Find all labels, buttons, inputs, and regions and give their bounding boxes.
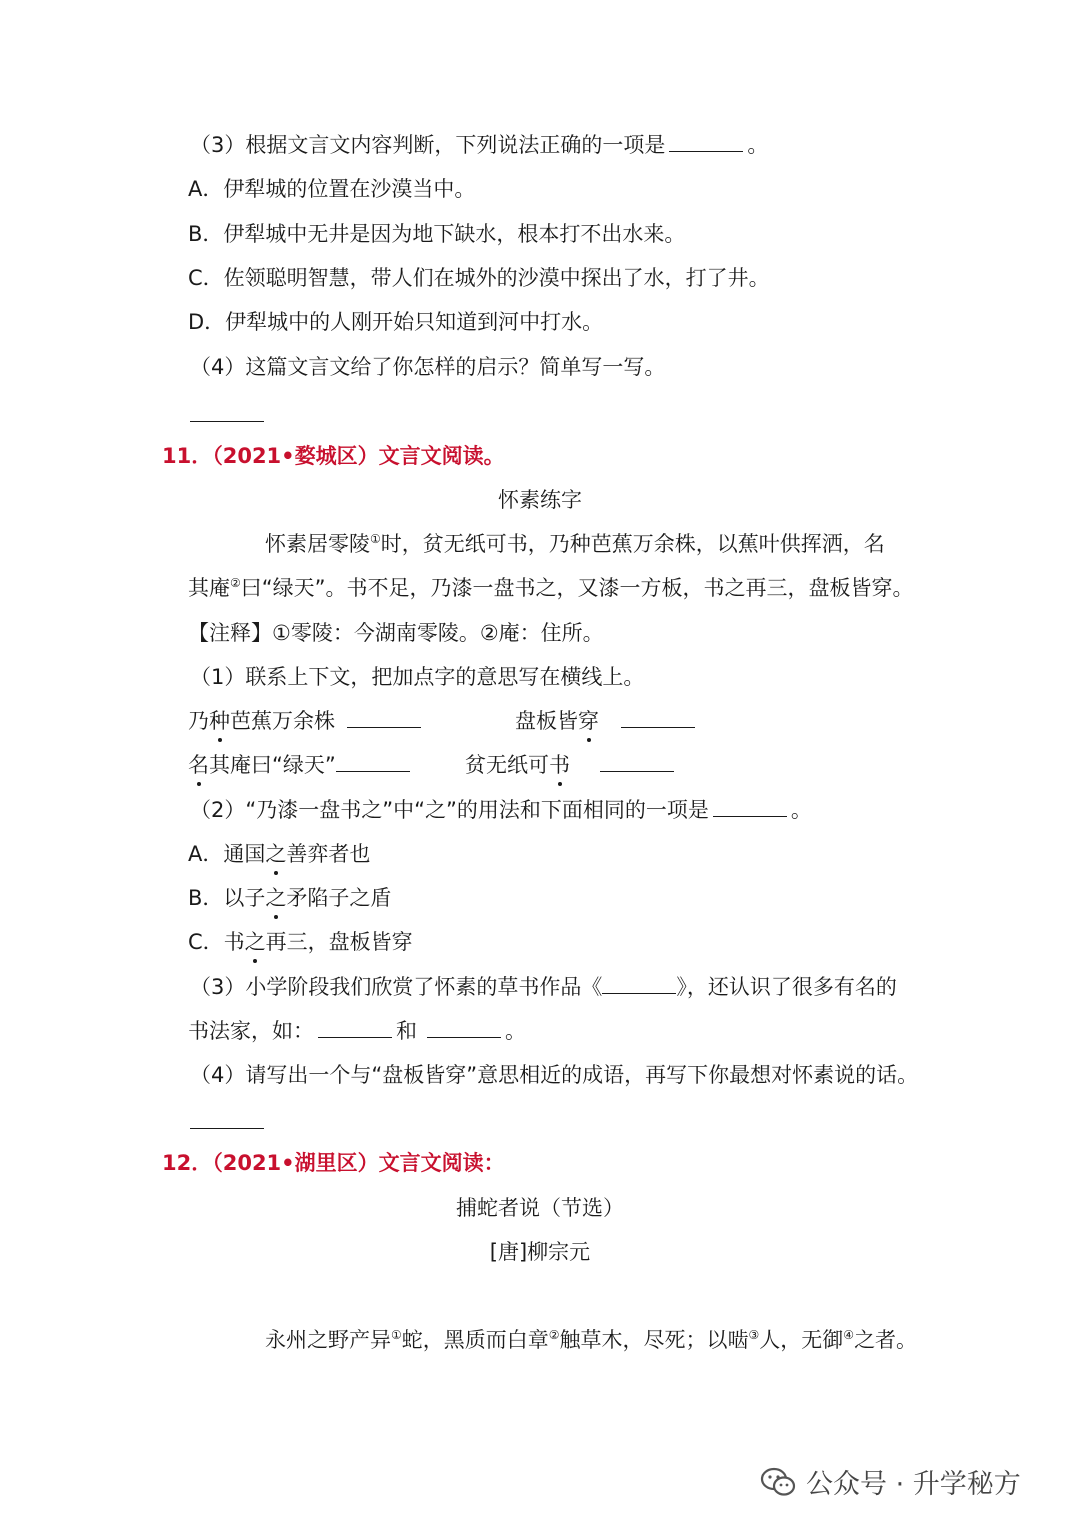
watermark [760,1462,1021,1501]
q11-part3-line2 [188,1016,526,1046]
dotted-char: 之 [265,883,286,913]
q10-part3-suffix: 。 [747,133,769,157]
opt-a-b: 善弈者也 [286,842,371,866]
dotted-char: 之 [265,839,286,869]
answer-blank[interactable] [427,1017,501,1038]
q12-para-d: 人，无御 [759,1328,844,1352]
q11-part3-b: 》，还认识了很多有名的 [676,975,897,999]
q12-para-b: 蛇，黑质而白章 [401,1328,549,1352]
q12-heading: 12．（2021•湖里区）文言文阅读： [162,1151,505,1175]
answer-blank[interactable] [600,751,674,772]
q11-title: 怀素练字 [498,488,582,512]
dotted-char: 名 [188,750,209,780]
answer-blank[interactable] [602,973,676,994]
w4-a: 贫无纸可 [465,753,549,777]
dotted-char: 之 [245,927,266,957]
footnote-mark: ① [370,532,381,546]
opt-b-a: B．以子 [188,886,266,910]
q11-part4: （4）请写出一个与“盘板皆穿”意思相近的成语，再写下你最想对怀素说的话。 [190,1063,919,1087]
q11-part3-e: 。 [505,1019,526,1043]
q12-title: 捕蛇者说（节选） [456,1196,624,1220]
answer-blank[interactable] [190,420,264,422]
answer-blank[interactable] [669,131,743,152]
q11-heading: 11．（2021•婺城区）文言文阅读。 [162,444,505,468]
answer-blank[interactable] [318,1017,392,1038]
watermark-text: 公众号 · 升学秘方 [806,1469,1021,1500]
footnote-mark: ② [548,1328,560,1342]
q11-part3-a: （3）小学阶段我们欣赏了怀素的草书作品《 [190,975,603,999]
w2-a: 盘板皆 [515,709,578,733]
q11-para1-a: 怀素居零陵 [265,532,370,556]
q12-paragraph [265,1325,917,1355]
answer-blank[interactable] [621,707,695,728]
answer-blank[interactable] [347,707,421,728]
q12-para-e: 之者。 [854,1328,918,1352]
dotted-char: 穿 [578,706,599,736]
answer-blank[interactable] [336,751,410,772]
q11-notes: 【注释】①零陵：今湖南零陵。②庵：住所。 [188,621,604,645]
q11-word1 [188,706,425,736]
wechat-icon [760,1467,796,1497]
w1-a: 乃 [188,709,209,733]
q10-option-a: A．伊犁城的位置在沙漠当中。 [188,177,476,201]
q12-para-c: 触草木，尽死；以啮 [559,1328,749,1352]
footnote-mark: ① [391,1328,402,1342]
q11-para2-b: 曰“绿天”。书不足，乃漆一盘书之，又漆一方板，书之再三，盘板皆穿。 [240,576,914,600]
q11-paragraph-line1 [265,529,885,559]
q10-part4: （4）这篇文言文给了你怎样的启示？简单写一写。 [190,355,666,379]
q10-option-d: D．伊犁城中的人刚开始只知道到河中打水。 [188,310,604,334]
q11-part3-line1 [190,972,897,1002]
q11-part3-d: 和 [396,1019,417,1043]
q11-option-a [188,839,370,869]
q11-part1: （1）联系上下文，把加点字的意思写在横线上。 [190,665,645,689]
w1-b: 芭蕉万余株 [230,709,335,733]
w3-b: 其庵曰“绿天” [209,753,336,777]
q11-word2 [515,706,699,736]
answer-blank[interactable] [713,796,787,817]
q11-paragraph-line2 [188,573,914,603]
answer-blank[interactable] [190,1127,264,1129]
opt-b-b: 矛陷子之盾 [286,886,392,910]
q11-para1-b: 时，贫无纸可书，乃种芭蕉万余株，以蕉叶供挥洒，名 [380,532,885,556]
q10-part3-prefix: （3）根据文言文内容判断，下列说法正确的一项是 [190,133,666,157]
q12-author: [唐]柳宗元 [489,1240,591,1264]
dotted-char: 种 [209,706,230,736]
opt-c-a: C．书 [188,930,245,954]
opt-a-a: A．通国 [188,842,266,866]
q11-part2-suffix: 。 [790,798,812,822]
q11-para2-a: 其庵 [188,576,230,600]
footnote-mark: ③ [748,1328,760,1342]
footnote-mark: ④ [843,1328,855,1342]
q11-part2 [190,795,812,825]
q11-word4 [465,750,678,780]
q10-option-b: B．伊犁城中无井是因为地下缺水，根本打不出水来。 [188,222,686,246]
footnote-mark: ② [230,576,241,590]
q11-option-c [188,927,413,957]
q11-part3-c: 书法家，如： [188,1019,314,1043]
q11-part2-prefix: （2）“乃漆一盘书之”中“之”的用法和下面相同的一项是 [190,798,709,822]
q11-word3 [188,750,414,780]
opt-c-b: 再三，盘板皆穿 [265,930,413,954]
q11-option-b [188,883,391,913]
dotted-char: 书 [549,750,570,780]
q10-option-c: C．佐领聪明智慧，带人们在城外的沙漠中探出了水，打了井。 [188,266,770,290]
q12-para-a: 永州之野产异 [265,1328,391,1352]
q10-part3 [190,130,768,160]
